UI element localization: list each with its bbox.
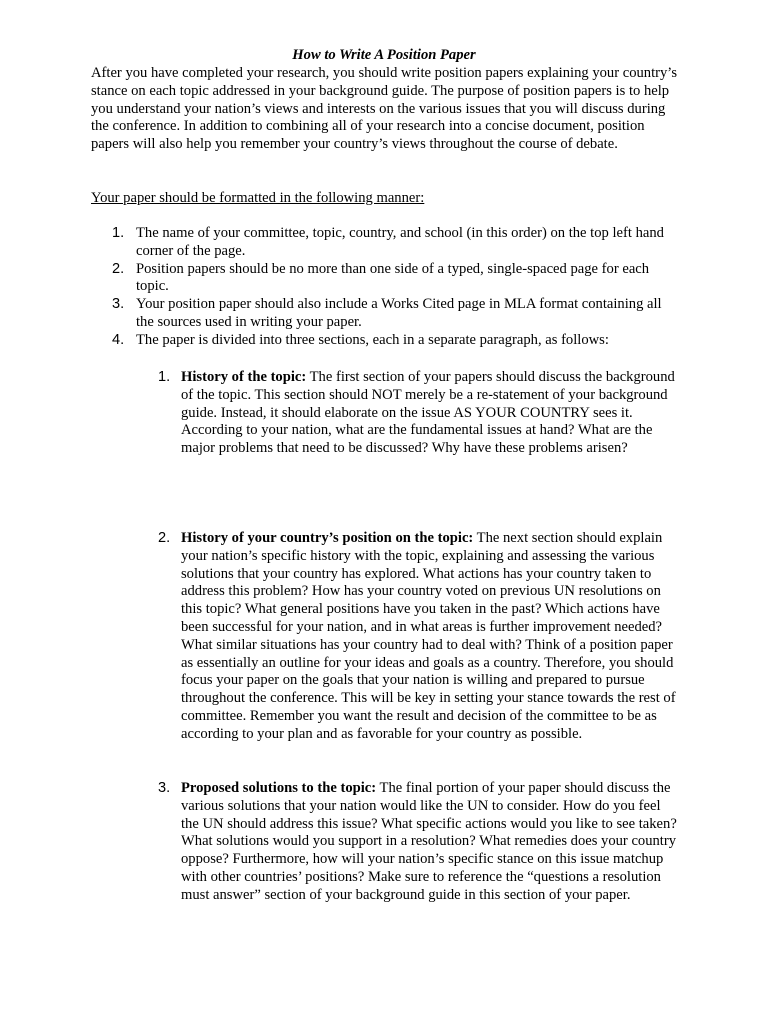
format-item-number: 3.: [112, 296, 125, 313]
section-heading: History of the topic:: [181, 369, 307, 385]
format-item-number: 2.: [112, 260, 125, 277]
section-body: [181, 780, 677, 905]
section-text: The first section of your papers should discuss the background of the topic. This section should NOT merely be a re-statement of your background guide. Instead, it should elaborate on the issue AS YOUR COUNTRY sees it. According to your nation, what are the fundamental issues at hand? What are the major problems that need to be discussed? Why have these problems arisen?: [181, 369, 675, 457]
format-item-number: 4.: [112, 331, 125, 348]
section-proposed-solutions: [0, 780, 768, 905]
section-country-position-history: [0, 530, 768, 744]
section-text: The next section should explain your nation’s specific history with the topic, explaining and assessing the various solutions that your country has explored. What actions has your country taken to address this problem? How has your country voted on previous UN resolutions on this topic? What general positions have you taken in the past? Which actions have been successful for your nation, and in what areas is further improvement needed? What similar situations has your country had to deal with? Think of a position paper as essentially an outline for your ideas and goals as a country. Therefore, you should focus your paper on the goals that your nation is willing and prepared to pursue throughout the conference. This will be key in setting your stance towards the rest of committee. Remember you want the result and decision of the committee to be as according to your plan and as favorable for your country as possible.: [181, 530, 676, 742]
format-item: [0, 296, 676, 332]
format-item-number: 1.: [112, 225, 125, 241]
intro-paragraph: After you have completed your research, you should write position papers explaining your country’s stance on each topic addressed in your background guide. The purpose of position papers is to help you understand your nation’s views and interests on the various issues that you will discuss during the conference. In addition to combining all of your research into a concise document, position papers will also help you remember your country’s views throughout the course of debate.: [91, 65, 678, 153]
section-heading: Proposed solutions to the topic:: [181, 780, 377, 796]
section-number: 3.: [158, 780, 171, 796]
section-body: [181, 369, 677, 458]
format-heading: Your paper should be formatted in the following manner:: [91, 190, 425, 206]
document-title: How to Write A Position Paper: [292, 47, 476, 63]
section-history-of-topic: [0, 369, 768, 458]
format-list: [0, 225, 768, 350]
section-number: 1.: [158, 369, 171, 385]
format-item-text: Position papers should be no more than one side of a typed, single-spaced page for each topic.: [136, 260, 650, 295]
section-text: The final portion of your paper should discuss the various solutions that your nation would like the UN to consider. How do you feel the UN should address this issue? What specific actions would you like to see taken? What solutions would you support in a resolution? What remedies does your country oppose? Furthermore, how will your nation’s specific stance on this issue matchup with other countries’ positions? Make sure to reference the “questions a resolution must answer” section of your background guide in this section of your paper.: [181, 780, 677, 903]
section-heading: History of your country’s position on the topic:: [181, 530, 474, 546]
format-item-text: Your position paper should also include a Works Cited page in MLA format containing all the sources used in writing your paper.: [136, 296, 662, 330]
format-item-text: The paper is divided into three sections, each in a separate paragraph, as follows:: [136, 331, 609, 348]
format-item: [0, 225, 676, 261]
section-number: 2.: [158, 530, 171, 546]
format-item-text: The name of your committee, topic, country, and school (in this order) on the top left hand corner of the page.: [136, 225, 664, 259]
format-item: [0, 261, 676, 297]
section-body: [181, 530, 677, 744]
format-item: [0, 332, 676, 350]
